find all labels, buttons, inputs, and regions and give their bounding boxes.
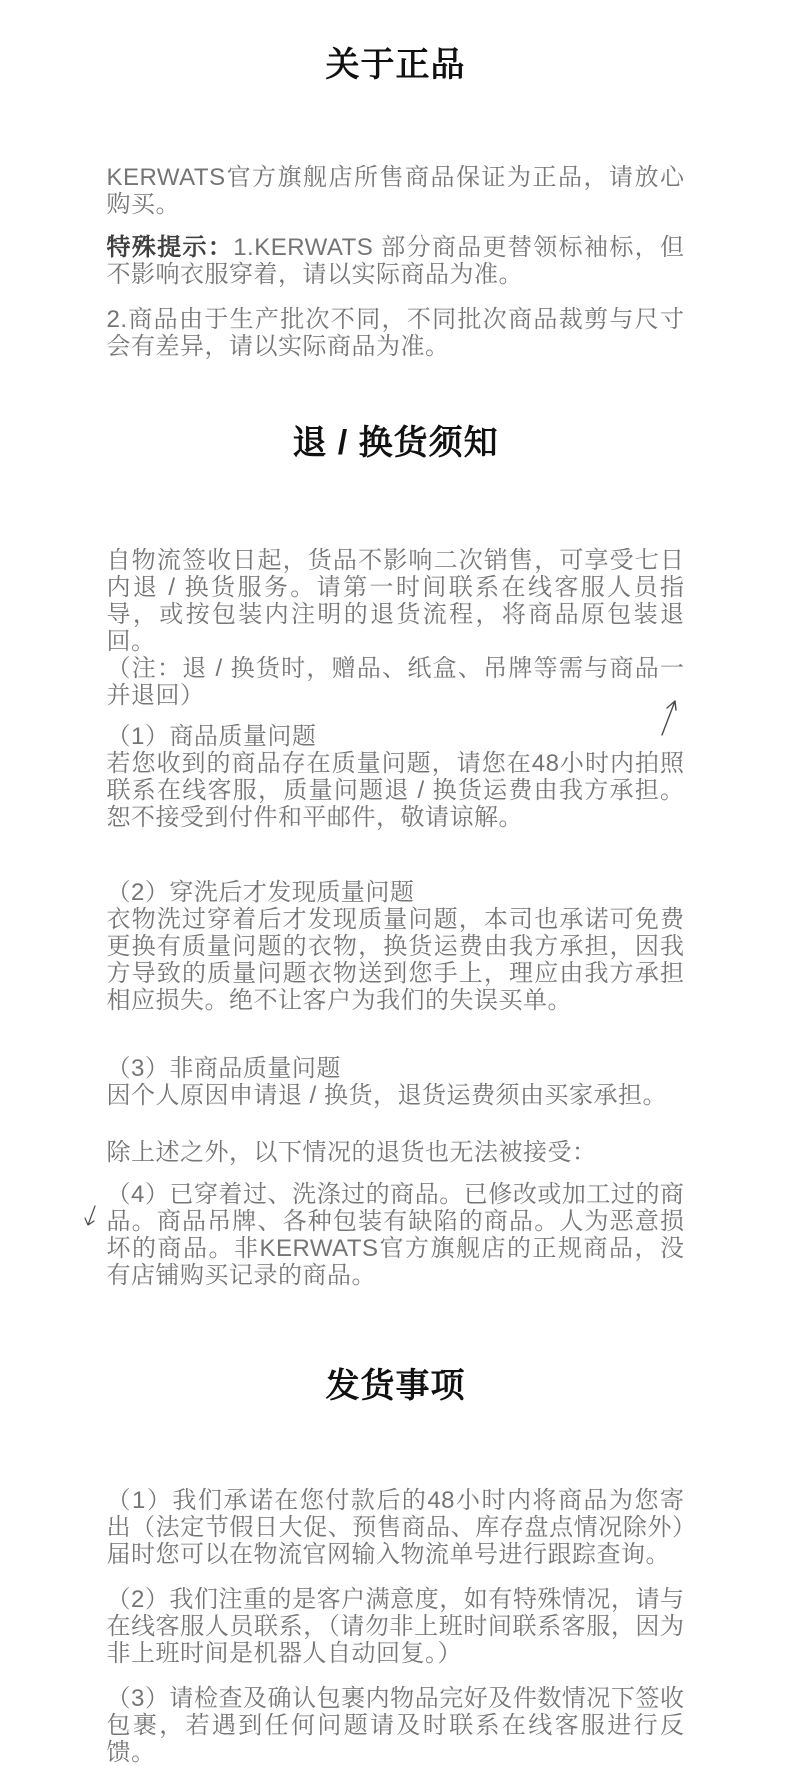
non-quality-issue-heading: （3）非商品质量问题 <box>106 1055 341 1082</box>
page-content <box>106 46 685 1766</box>
batch-difference-text: 2.商品由于生产批次不同，不同批次商品裁剪与尺寸会有差异，请以实际商品为准。 <box>106 306 685 360</box>
stray-cursor-stroke-icon <box>82 1204 100 1230</box>
shipping-promise-text: （1）我们承诺在您付款后的48小时内将商品为您寄出（法定节假日大促、预售商品、库存盘点情况除外）届时您可以在物流官网输入物流单号进行跟踪查询。 <box>106 1487 685 1568</box>
after-wash-issue-text: 衣物洗过穿着后才发现质量问题，本司也承诺可免费更换有质量问题的衣物，换货运费由我方承担，因我方导致的质量问题衣物送到您手上，理应由我方承担相应损失。绝不让客户为我们的失误买单。 <box>106 906 685 1014</box>
return-policy-intro-text: 自物流签收日起，货品不影响二次销售，可享受七日内退 / 换货服务。请第一时间联系在线客服人员指导，或按包装内注明的退货流程，将商品原包装退回。 <box>106 547 685 655</box>
authenticity-guarantee-text: KERWATS官方旗舰店所售商品保证为正品，请放心购买。 <box>106 164 685 218</box>
rejected-conditions-text: （4）已穿着过、洗涤过的商品。已修改或加工过的商品。商品吊牌、各种包装有缺陷的商品。人为恶意损坏的商品。非KERWATS官方旗舰店的正规商品，没有店铺购买记录的商品。 <box>106 1181 685 1289</box>
other-rejections-intro-text: 除上述之外，以下情况的退货也无法被接受： <box>106 1139 597 1166</box>
special-notice-paragraph <box>107 234 685 288</box>
product-policy-page <box>0 46 790 1766</box>
quality-issue-text: 若您收到的商品存在质量问题，请您在48小时内拍照联系在线客服，质量问题退 / 换货运费由我方承担。恕不接受到付件和平邮件，敬请谅解。 <box>106 750 685 831</box>
non-quality-issue-text: 因个人原因申请退 / 换货，退货运费须由买家承担。 <box>106 1082 668 1109</box>
return-note-text: （注：退 / 换货时，赠品、纸盒、吊牌等需与商品一并退回） <box>106 655 685 709</box>
customer-service-text: （2）我们注重的是客户满意度，如有特殊情况，请与在线客服人员联系，（请勿非上班时间联系客服，因为非上班时间是机器人自动回复。） <box>106 1586 685 1667</box>
section-title-return-exchange: 退 / 换货须知 <box>292 424 499 462</box>
section-title-shipping: 发货事项 <box>325 1367 466 1405</box>
special-notice-text: 1.KERWATS 部分商品更替领标袖标，但不影响衣服穿着，请以实际商品为准。 <box>106 234 685 288</box>
quality-issue-heading: （1）商品质量问题 <box>106 723 317 750</box>
special-notice-label: 特殊提示： <box>106 234 234 261</box>
package-check-text: （3）请检查及确认包裹内物品完好及件数情况下签收包裹，若遇到任何问题请及时联系在线客服进行反馈。 <box>106 1685 685 1766</box>
section-title-authenticity: 关于正品 <box>325 46 466 84</box>
after-wash-issue-heading: （2）穿洗后才发现质量问题 <box>106 879 415 906</box>
